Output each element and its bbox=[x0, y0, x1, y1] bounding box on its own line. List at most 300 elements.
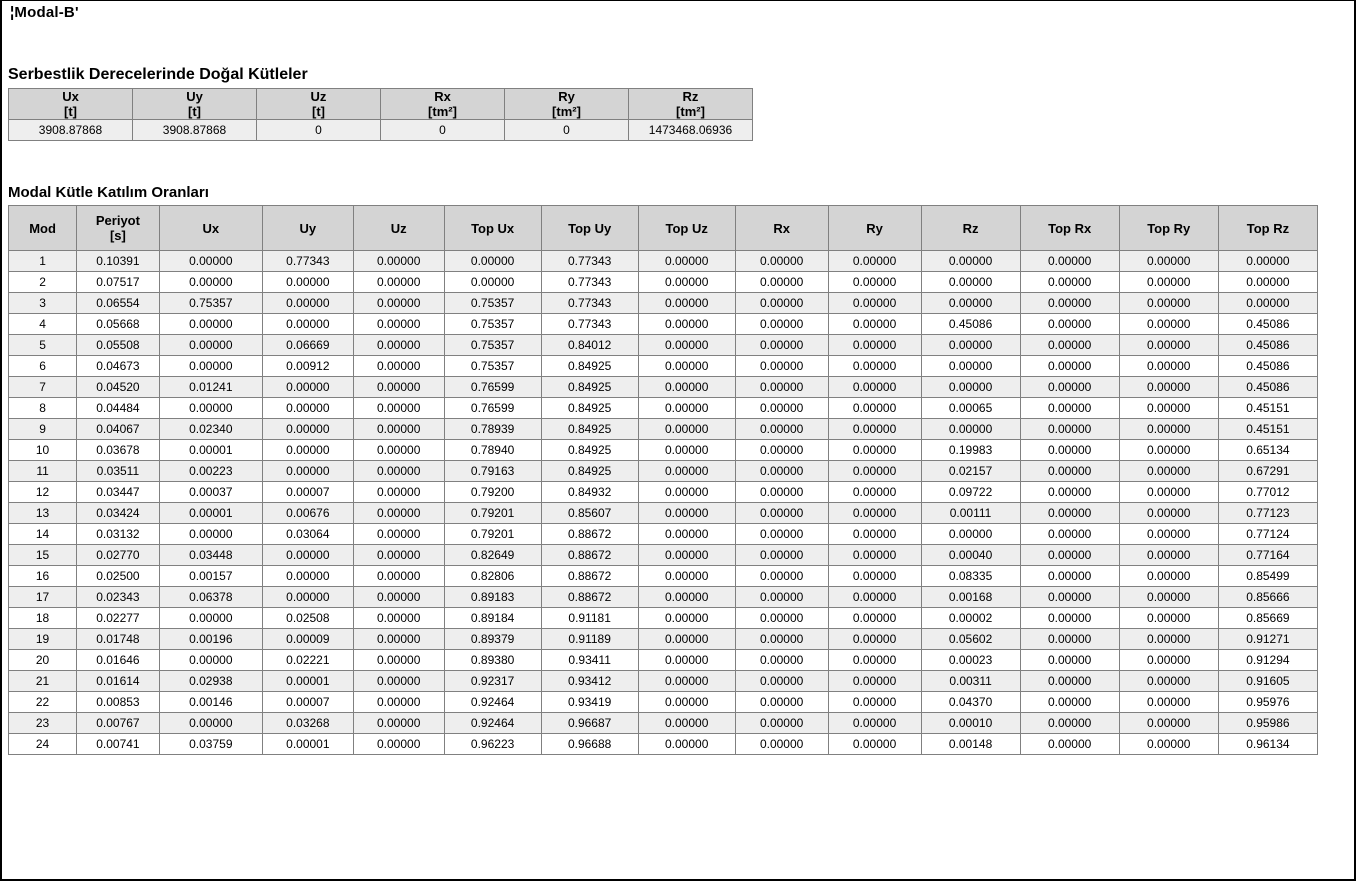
cell-ry: 0.00000 bbox=[828, 419, 921, 440]
cell-ry: 0.00000 bbox=[828, 377, 921, 398]
cell-uy: 0.00000 bbox=[262, 587, 353, 608]
cell-top-rz: 0.45086 bbox=[1218, 314, 1317, 335]
cell-rx: 0.00000 bbox=[735, 461, 828, 482]
cell-mod: 20 bbox=[9, 650, 77, 671]
cell-top-uy: 0.96688 bbox=[541, 734, 638, 755]
cell-ux: 0.02340 bbox=[159, 419, 262, 440]
cell-top-ux: 0.75357 bbox=[444, 314, 541, 335]
cell-top-uy: 0.88672 bbox=[541, 545, 638, 566]
cell-ux: 0.00000 bbox=[159, 314, 262, 335]
cell-periyot: 0.04520 bbox=[77, 377, 160, 398]
column-header-uy bbox=[133, 89, 257, 120]
column-label: Ux bbox=[62, 89, 79, 104]
cell-top-rx: 0.00000 bbox=[1020, 251, 1119, 272]
cell-uy: 0.00001 bbox=[262, 734, 353, 755]
cell-top-ux: 0.79201 bbox=[444, 503, 541, 524]
cell-periyot: 0.01748 bbox=[77, 629, 160, 650]
cell-periyot: 0.10391 bbox=[77, 251, 160, 272]
cell-top-rx: 0.00000 bbox=[1020, 671, 1119, 692]
cell-rz: 0.00000 bbox=[921, 293, 1020, 314]
cell-top-ux: 0.89184 bbox=[444, 608, 541, 629]
cell-periyot: 0.04673 bbox=[77, 356, 160, 377]
cell-uz: 0.00000 bbox=[353, 251, 444, 272]
cell-top-rx: 0.00000 bbox=[1020, 293, 1119, 314]
cell-uy: 0.00000 bbox=[262, 272, 353, 293]
column-header-periyot bbox=[77, 206, 160, 251]
cell-mod: 4 bbox=[9, 314, 77, 335]
cell-periyot: 0.01614 bbox=[77, 671, 160, 692]
cell-ry: 0 bbox=[505, 120, 629, 141]
cell-ry: 0.00000 bbox=[828, 734, 921, 755]
column-unit: [tm²] bbox=[676, 104, 705, 119]
cell-rz: 0.00000 bbox=[921, 377, 1020, 398]
cell-top-ry: 0.00000 bbox=[1119, 692, 1218, 713]
cell-mod: 15 bbox=[9, 545, 77, 566]
modal-table-body bbox=[9, 251, 1318, 755]
table-row bbox=[9, 398, 1318, 419]
cell-rx: 0.00000 bbox=[735, 398, 828, 419]
cell-top-ux: 0.92317 bbox=[444, 671, 541, 692]
cell-top-rx: 0.00000 bbox=[1020, 377, 1119, 398]
cell-top-uy: 0.77343 bbox=[541, 272, 638, 293]
cell-top-rz: 0.00000 bbox=[1218, 251, 1317, 272]
cell-mod: 14 bbox=[9, 524, 77, 545]
cell-ry: 0.00000 bbox=[828, 629, 921, 650]
cell-top-ux: 0.96223 bbox=[444, 734, 541, 755]
cell-rx: 0.00000 bbox=[735, 692, 828, 713]
cell-top-rx: 0.00000 bbox=[1020, 440, 1119, 461]
cell-rz: 0.00000 bbox=[921, 251, 1020, 272]
cell-top-ux: 0.92464 bbox=[444, 713, 541, 734]
cell-top-ux: 0.82649 bbox=[444, 545, 541, 566]
cell-mod: 13 bbox=[9, 503, 77, 524]
cell-top-uz: 0.00000 bbox=[638, 566, 735, 587]
cell-rz: 0.04370 bbox=[921, 692, 1020, 713]
cell-top-rx: 0.00000 bbox=[1020, 398, 1119, 419]
cell-uy: 0.77343 bbox=[262, 251, 353, 272]
cell-ux: 0.00196 bbox=[159, 629, 262, 650]
cell-ry: 0.00000 bbox=[828, 356, 921, 377]
cell-ux: 0.00000 bbox=[159, 524, 262, 545]
cell-uy: 0.00007 bbox=[262, 482, 353, 503]
cell-ry: 0.00000 bbox=[828, 524, 921, 545]
cell-periyot: 0.02770 bbox=[77, 545, 160, 566]
cell-mod: 22 bbox=[9, 692, 77, 713]
cell-top-uy: 0.84925 bbox=[541, 461, 638, 482]
cell-top-uy: 0.88672 bbox=[541, 566, 638, 587]
column-header-ux bbox=[9, 89, 133, 120]
cell-ux: 0.00037 bbox=[159, 482, 262, 503]
cell-top-uz: 0.00000 bbox=[638, 419, 735, 440]
cell-top-ux: 0.76599 bbox=[444, 377, 541, 398]
column-label: Ry bbox=[866, 220, 883, 236]
cell-top-ry: 0.00000 bbox=[1119, 440, 1218, 461]
cell-ry: 0.00000 bbox=[828, 482, 921, 503]
cell-ux: 0.00000 bbox=[159, 398, 262, 419]
cell-rz: 0.00000 bbox=[921, 524, 1020, 545]
cell-top-uz: 0.00000 bbox=[638, 629, 735, 650]
table-header-row bbox=[9, 89, 753, 120]
cell-rz: 0.19983 bbox=[921, 440, 1020, 461]
cell-mod: 6 bbox=[9, 356, 77, 377]
cell-top-rx: 0.00000 bbox=[1020, 272, 1119, 293]
column-label: Top Ux bbox=[471, 220, 515, 236]
column-header-uz bbox=[353, 206, 444, 251]
cell-rz: 0.00000 bbox=[921, 272, 1020, 293]
cell-top-rz: 0.45151 bbox=[1218, 419, 1317, 440]
column-label: Ry bbox=[558, 89, 575, 104]
cell-top-uy: 0.84925 bbox=[541, 377, 638, 398]
cell-rz: 0.00311 bbox=[921, 671, 1020, 692]
cell-ux: 0.00000 bbox=[159, 608, 262, 629]
table-row bbox=[9, 608, 1318, 629]
cell-top-uy: 0.85607 bbox=[541, 503, 638, 524]
cell-uz: 0.00000 bbox=[353, 440, 444, 461]
cell-top-ux: 0.78940 bbox=[444, 440, 541, 461]
cell-top-uz: 0.00000 bbox=[638, 461, 735, 482]
cell-top-uz: 0.00000 bbox=[638, 608, 735, 629]
cell-top-uy: 0.77343 bbox=[541, 293, 638, 314]
cell-ry: 0.00000 bbox=[828, 671, 921, 692]
column-header-top-ux bbox=[444, 206, 541, 251]
cell-top-ux: 0.00000 bbox=[444, 251, 541, 272]
cell-ux: 0.06378 bbox=[159, 587, 262, 608]
cell-rz: 0.00010 bbox=[921, 713, 1020, 734]
cell-top-ux: 0.00000 bbox=[444, 272, 541, 293]
cell-top-uz: 0.00000 bbox=[638, 272, 735, 293]
cell-uz: 0.00000 bbox=[353, 566, 444, 587]
column-header-rz bbox=[921, 206, 1020, 251]
cell-top-uz: 0.00000 bbox=[638, 335, 735, 356]
cell-top-uy: 0.84925 bbox=[541, 419, 638, 440]
cell-rx: 0.00000 bbox=[735, 503, 828, 524]
column-header-top-uz bbox=[638, 206, 735, 251]
column-header-mod bbox=[9, 206, 77, 251]
cell-top-uz: 0.00000 bbox=[638, 587, 735, 608]
column-header-top-uy bbox=[541, 206, 638, 251]
cell-top-rx: 0.00000 bbox=[1020, 650, 1119, 671]
cell-periyot: 0.03511 bbox=[77, 461, 160, 482]
cell-ry: 0.00000 bbox=[828, 713, 921, 734]
column-label: Top Rz bbox=[1246, 220, 1290, 236]
cell-rx: 0.00000 bbox=[735, 545, 828, 566]
cell-uz: 0.00000 bbox=[353, 482, 444, 503]
cell-mod: 10 bbox=[9, 440, 77, 461]
cell-mod: 12 bbox=[9, 482, 77, 503]
column-label: Rx bbox=[434, 89, 451, 104]
cell-periyot: 0.02500 bbox=[77, 566, 160, 587]
table-row bbox=[9, 650, 1318, 671]
column-header-top-rz bbox=[1218, 206, 1317, 251]
cell-uz: 0.00000 bbox=[353, 398, 444, 419]
cell-periyot: 0.03678 bbox=[77, 440, 160, 461]
cell-top-uy: 0.93412 bbox=[541, 671, 638, 692]
table-row bbox=[9, 440, 1318, 461]
cell-top-uz: 0.00000 bbox=[638, 671, 735, 692]
cell-mod: 21 bbox=[9, 671, 77, 692]
cell-mod: 2 bbox=[9, 272, 77, 293]
cell-periyot: 0.04484 bbox=[77, 398, 160, 419]
cell-uz: 0.00000 bbox=[353, 671, 444, 692]
cell-mod: 7 bbox=[9, 377, 77, 398]
cell-top-ux: 0.89183 bbox=[444, 587, 541, 608]
cell-top-ry: 0.00000 bbox=[1119, 587, 1218, 608]
cell-top-uy: 0.91189 bbox=[541, 629, 638, 650]
column-label: Uy bbox=[186, 89, 203, 104]
cell-uz: 0.00000 bbox=[353, 587, 444, 608]
cell-mod: 3 bbox=[9, 293, 77, 314]
cell-ry: 0.00000 bbox=[828, 272, 921, 293]
cell-rz: 0.00040 bbox=[921, 545, 1020, 566]
cell-top-rz: 0.77124 bbox=[1218, 524, 1317, 545]
column-header-top-rx bbox=[1020, 206, 1119, 251]
cell-uy: 0.00009 bbox=[262, 629, 353, 650]
cell-top-ry: 0.00000 bbox=[1119, 524, 1218, 545]
cell-rx: 0.00000 bbox=[735, 629, 828, 650]
cell-ry: 0.00000 bbox=[828, 545, 921, 566]
table-row bbox=[9, 692, 1318, 713]
cell-rx: 0.00000 bbox=[735, 482, 828, 503]
cell-rz: 0.08335 bbox=[921, 566, 1020, 587]
cell-rx: 0.00000 bbox=[735, 356, 828, 377]
cell-top-rz: 0.77164 bbox=[1218, 545, 1317, 566]
cell-top-rz: 0.77123 bbox=[1218, 503, 1317, 524]
column-label: Rz bbox=[962, 220, 979, 236]
cell-ry: 0.00000 bbox=[828, 314, 921, 335]
cell-top-ry: 0.00000 bbox=[1119, 671, 1218, 692]
cell-top-uy: 0.96687 bbox=[541, 713, 638, 734]
cell-top-ry: 0.00000 bbox=[1119, 734, 1218, 755]
cell-ry: 0.00000 bbox=[828, 650, 921, 671]
cell-rx: 0.00000 bbox=[735, 251, 828, 272]
cell-rz: 0.00111 bbox=[921, 503, 1020, 524]
column-label: Rx bbox=[773, 220, 790, 236]
table-row bbox=[9, 566, 1318, 587]
cell-top-rx: 0.00000 bbox=[1020, 503, 1119, 524]
cell-top-rz: 0.77012 bbox=[1218, 482, 1317, 503]
cell-top-uy: 0.77343 bbox=[541, 251, 638, 272]
cell-top-ux: 0.79163 bbox=[444, 461, 541, 482]
cell-uy: 0.02508 bbox=[262, 608, 353, 629]
cell-ux: 0.02938 bbox=[159, 671, 262, 692]
cell-uy: 0.00912 bbox=[262, 356, 353, 377]
cell-mod: 23 bbox=[9, 713, 77, 734]
cell-uy: 0.00000 bbox=[262, 293, 353, 314]
cell-top-rx: 0.00000 bbox=[1020, 608, 1119, 629]
cell-ry: 0.00000 bbox=[828, 587, 921, 608]
cell-mod: 18 bbox=[9, 608, 77, 629]
cell-top-ry: 0.00000 bbox=[1119, 629, 1218, 650]
cell-top-ux: 0.82806 bbox=[444, 566, 541, 587]
cell-rx: 0.00000 bbox=[735, 419, 828, 440]
cell-uz: 0.00000 bbox=[353, 629, 444, 650]
cell-ry: 0.00000 bbox=[828, 440, 921, 461]
cell-top-ry: 0.00000 bbox=[1119, 650, 1218, 671]
cell-uy: 0.03268 bbox=[262, 713, 353, 734]
table-row bbox=[9, 272, 1318, 293]
cell-periyot: 0.02343 bbox=[77, 587, 160, 608]
cell-top-rx: 0.00000 bbox=[1020, 314, 1119, 335]
cell-top-rz: 0.91271 bbox=[1218, 629, 1317, 650]
cell-top-rz: 0.45086 bbox=[1218, 356, 1317, 377]
cell-top-uy: 0.88672 bbox=[541, 587, 638, 608]
top-divider bbox=[2, 0, 1354, 1]
cell-rz: 0.00002 bbox=[921, 608, 1020, 629]
cell-mod: 24 bbox=[9, 734, 77, 755]
cell-uy: 0.00000 bbox=[262, 545, 353, 566]
cell-rx: 0.00000 bbox=[735, 524, 828, 545]
table-row bbox=[9, 503, 1318, 524]
cell-ux: 0.00001 bbox=[159, 503, 262, 524]
cell-rx: 0.00000 bbox=[735, 272, 828, 293]
cell-rz: 1473468.06936 bbox=[629, 120, 753, 141]
cell-top-uy: 0.84925 bbox=[541, 356, 638, 377]
cell-rz: 0.05602 bbox=[921, 629, 1020, 650]
table-row bbox=[9, 335, 1318, 356]
cell-top-rz: 0.85669 bbox=[1218, 608, 1317, 629]
table-row bbox=[9, 419, 1318, 440]
cell-top-rx: 0.00000 bbox=[1020, 482, 1119, 503]
table-row bbox=[9, 713, 1318, 734]
table-row bbox=[9, 356, 1318, 377]
cell-top-rz: 0.00000 bbox=[1218, 293, 1317, 314]
column-header-ry bbox=[828, 206, 921, 251]
cell-uz: 0.00000 bbox=[353, 419, 444, 440]
cell-top-rx: 0.00000 bbox=[1020, 566, 1119, 587]
cell-top-uz: 0.00000 bbox=[638, 314, 735, 335]
cell-mod: 5 bbox=[9, 335, 77, 356]
cell-periyot: 0.05668 bbox=[77, 314, 160, 335]
cell-rz: 0.45086 bbox=[921, 314, 1020, 335]
column-label: Rz bbox=[682, 89, 699, 104]
cell-ux: 0.00146 bbox=[159, 692, 262, 713]
cell-top-ux: 0.89379 bbox=[444, 629, 541, 650]
cell-uy: 0.00000 bbox=[262, 377, 353, 398]
cell-ry: 0.00000 bbox=[828, 398, 921, 419]
cell-top-uy: 0.84925 bbox=[541, 398, 638, 419]
modal-participation-heading: Modal Kütle Katılım Oranları bbox=[8, 184, 209, 201]
table-row bbox=[9, 120, 753, 141]
cell-top-ry: 0.00000 bbox=[1119, 398, 1218, 419]
cell-rx: 0.00000 bbox=[735, 713, 828, 734]
column-unit: [s] bbox=[109, 228, 126, 243]
cell-uy: 0.00000 bbox=[262, 461, 353, 482]
cell-top-ry: 0.00000 bbox=[1119, 482, 1218, 503]
cell-top-rz: 0.45151 bbox=[1218, 398, 1317, 419]
cell-top-uz: 0.00000 bbox=[638, 251, 735, 272]
cell-uy: 0.00000 bbox=[262, 398, 353, 419]
cell-top-rz: 0.00000 bbox=[1218, 272, 1317, 293]
cell-periyot: 0.07517 bbox=[77, 272, 160, 293]
cell-top-rx: 0.00000 bbox=[1020, 419, 1119, 440]
cell-top-uz: 0.00000 bbox=[638, 650, 735, 671]
cell-uz: 0.00000 bbox=[353, 356, 444, 377]
cell-periyot: 0.02277 bbox=[77, 608, 160, 629]
column-unit: [t] bbox=[188, 104, 201, 119]
table-row bbox=[9, 524, 1318, 545]
column-label: Uy bbox=[299, 220, 317, 236]
cell-top-ux: 0.76599 bbox=[444, 398, 541, 419]
cell-uy: 3908.87868 bbox=[133, 120, 257, 141]
cell-ux: 0.00157 bbox=[159, 566, 262, 587]
cell-top-uy: 0.84932 bbox=[541, 482, 638, 503]
cell-uz: 0.00000 bbox=[353, 503, 444, 524]
cell-top-rx: 0.00000 bbox=[1020, 545, 1119, 566]
cell-top-rz: 0.45086 bbox=[1218, 335, 1317, 356]
cell-ux: 3908.87868 bbox=[9, 120, 133, 141]
cell-top-rx: 0.00000 bbox=[1020, 356, 1119, 377]
cell-mod: 16 bbox=[9, 566, 77, 587]
cell-top-rx: 0.00000 bbox=[1020, 692, 1119, 713]
cell-top-ux: 0.75357 bbox=[444, 293, 541, 314]
cell-top-ry: 0.00000 bbox=[1119, 419, 1218, 440]
cell-ux: 0.00000 bbox=[159, 650, 262, 671]
cell-top-uy: 0.91181 bbox=[541, 608, 638, 629]
cell-top-rz: 0.85666 bbox=[1218, 587, 1317, 608]
column-label: Top Ry bbox=[1147, 220, 1191, 236]
cell-top-ux: 0.92464 bbox=[444, 692, 541, 713]
table-row bbox=[9, 734, 1318, 755]
column-header-ux bbox=[159, 206, 262, 251]
cell-rx: 0.00000 bbox=[735, 566, 828, 587]
table-row bbox=[9, 545, 1318, 566]
cell-top-rx: 0.00000 bbox=[1020, 587, 1119, 608]
cell-rx: 0.00000 bbox=[735, 314, 828, 335]
cell-uz: 0.00000 bbox=[353, 377, 444, 398]
cell-rz: 0.02157 bbox=[921, 461, 1020, 482]
cell-mod: 17 bbox=[9, 587, 77, 608]
cell-top-rz: 0.67291 bbox=[1218, 461, 1317, 482]
cell-top-uz: 0.00000 bbox=[638, 524, 735, 545]
cell-ux: 0.00001 bbox=[159, 440, 262, 461]
table-row bbox=[9, 587, 1318, 608]
cell-periyot: 0.03447 bbox=[77, 482, 160, 503]
cell-periyot: 0.00853 bbox=[77, 692, 160, 713]
cell-uz: 0.00000 bbox=[353, 314, 444, 335]
natural-masses-section bbox=[2, 66, 1354, 141]
cell-uz: 0.00000 bbox=[353, 335, 444, 356]
cell-top-rz: 0.65134 bbox=[1218, 440, 1317, 461]
cell-ry: 0.00000 bbox=[828, 461, 921, 482]
cell-rx: 0.00000 bbox=[735, 293, 828, 314]
cell-ux: 0.03759 bbox=[159, 734, 262, 755]
cell-uz: 0.00000 bbox=[353, 650, 444, 671]
cell-rx: 0.00000 bbox=[735, 734, 828, 755]
cell-top-ry: 0.00000 bbox=[1119, 608, 1218, 629]
cell-ux: 0.00000 bbox=[159, 251, 262, 272]
table-row bbox=[9, 671, 1318, 692]
cell-uy: 0.00001 bbox=[262, 671, 353, 692]
column-unit: [tm²] bbox=[428, 104, 457, 119]
column-header-ry bbox=[505, 89, 629, 120]
cell-periyot: 0.00767 bbox=[77, 713, 160, 734]
document-title: ¦Modal-B' bbox=[10, 4, 79, 21]
cell-uz: 0.00000 bbox=[353, 272, 444, 293]
cell-rx: 0.00000 bbox=[735, 671, 828, 692]
cell-top-ry: 0.00000 bbox=[1119, 251, 1218, 272]
cell-top-ry: 0.00000 bbox=[1119, 566, 1218, 587]
cell-top-ux: 0.75357 bbox=[444, 356, 541, 377]
cell-top-ry: 0.00000 bbox=[1119, 293, 1218, 314]
table-row bbox=[9, 377, 1318, 398]
cell-top-ry: 0.00000 bbox=[1119, 356, 1218, 377]
cell-ux: 0.00000 bbox=[159, 272, 262, 293]
cell-uy: 0.02221 bbox=[262, 650, 353, 671]
table-row bbox=[9, 461, 1318, 482]
cell-periyot: 0.05508 bbox=[77, 335, 160, 356]
cell-ry: 0.00000 bbox=[828, 251, 921, 272]
cell-top-rz: 0.95976 bbox=[1218, 692, 1317, 713]
